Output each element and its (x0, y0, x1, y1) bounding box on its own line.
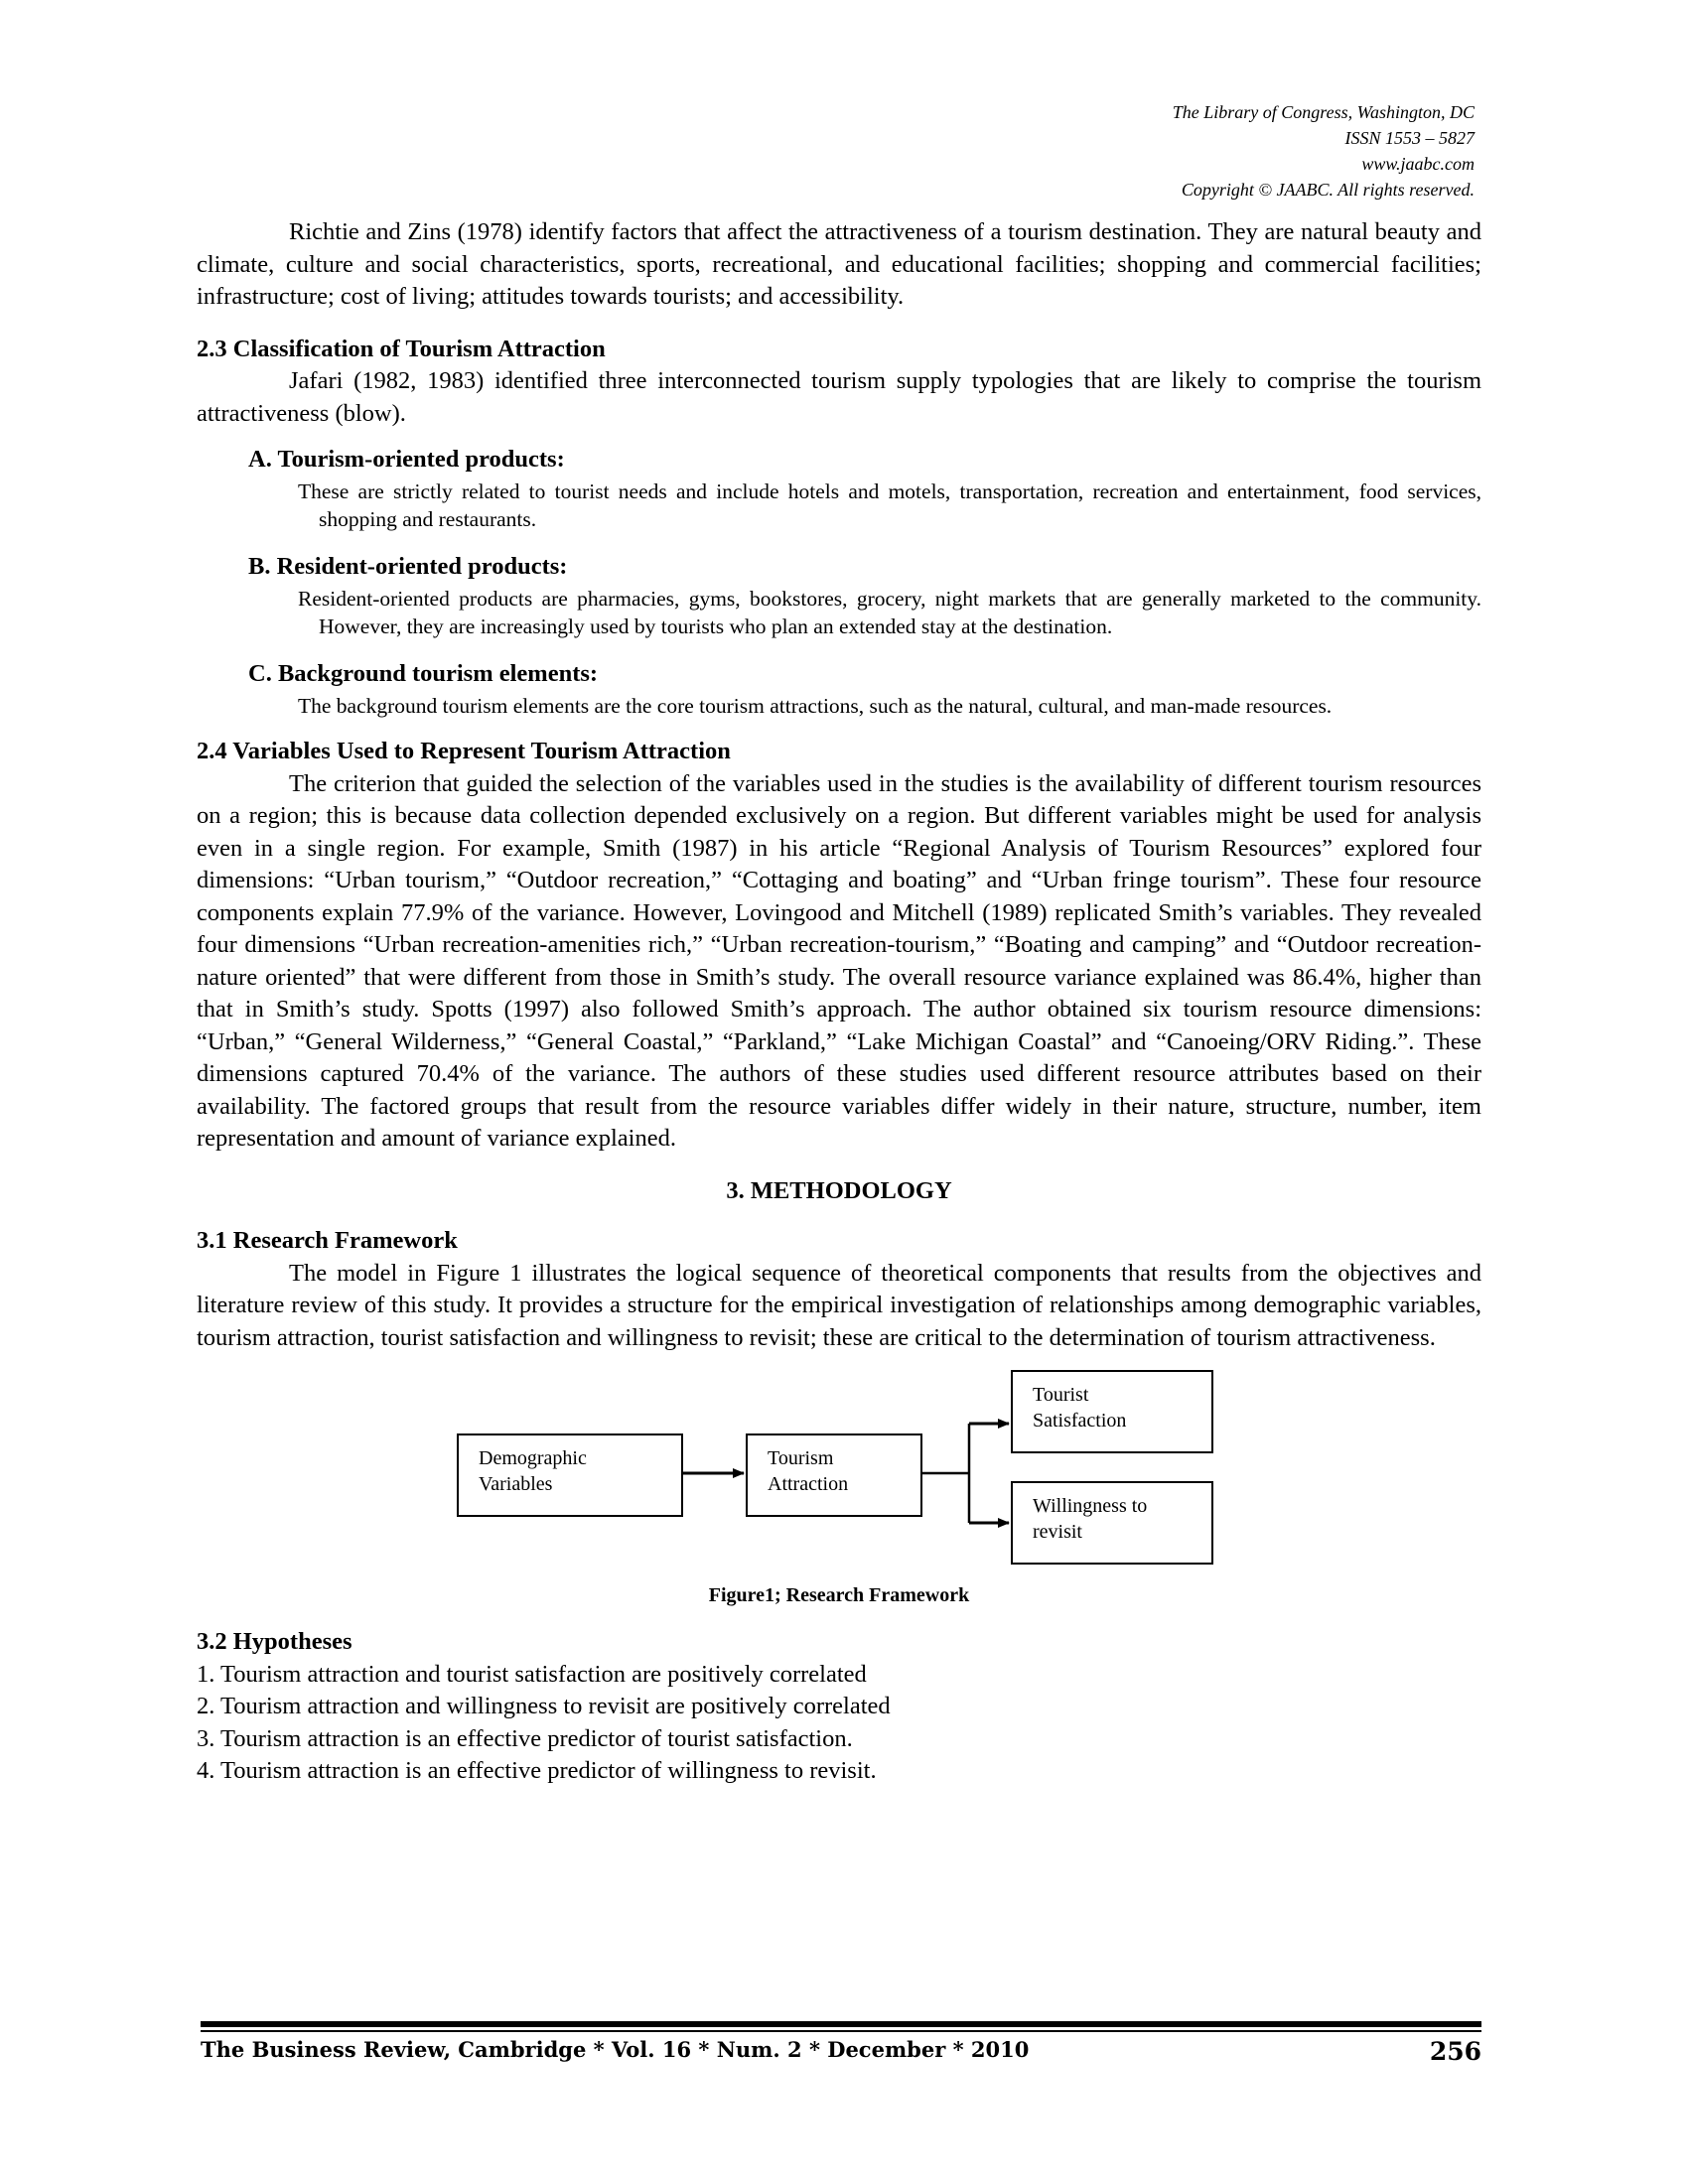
box-demographic-variables (457, 1433, 683, 1517)
footer-rule-thick (201, 2021, 1481, 2027)
box-willingness-to-revisit (1011, 1481, 1213, 1565)
header-line-2: ISSN 1553 – 5827 (1344, 128, 1475, 148)
footer-journal: The Business Review, Cambridge * Vol. 16 * Num. 2 * December * 2010 (201, 2037, 1030, 2062)
page-content (197, 216, 1481, 1788)
hypotheses-list (197, 1659, 1481, 1788)
box-demographic-line-2: Variables (479, 1473, 553, 1495)
section-3-heading: 3. METHODOLOGY (726, 1176, 952, 1204)
hypothesis-item: 2. Tourism attraction and willingness to revisit are positively correlated (197, 1693, 891, 1719)
footer-rule-thin (201, 2030, 1481, 2032)
typology-a-title: A. Tourism-oriented products: (248, 446, 565, 473)
typology-b-title: B. Resident-oriented products: (248, 553, 568, 580)
typology-a (248, 444, 1481, 533)
typology-a-text: These are strictly related to tourist needs and include hotels and motels, transportation, recreation and entertainment, food services, shopping and restaurants. (298, 479, 1481, 531)
page-number: 256 (1429, 2037, 1481, 2066)
header-line-3: www.jaabc.com (1361, 154, 1475, 174)
box-attraction-line-2: Attraction (768, 1473, 849, 1495)
box-tourism-attraction (746, 1433, 922, 1517)
typology-b-text: Resident-oriented products are pharmacies, gyms, bookstores, grocery, night markets that are generally marketed to the community. However, they are increasingly used by tourists who plan an extended stay at the destination. (298, 587, 1481, 638)
journal-header (1173, 99, 1475, 203)
box-satisfaction-line-2: Satisfaction (1033, 1410, 1127, 1432)
typology-c (248, 658, 1481, 720)
box-satisfaction-line-1: Tourist (1033, 1384, 1089, 1406)
section-3-2-heading: 3.2 Hypotheses (197, 1628, 352, 1655)
research-framework-figure (197, 1364, 1481, 1610)
section-2-3-paragraph: Jafari (1982, 1983) identified three interconnected tourism supply typologies that are likely to comprise the tourism attractiveness (blow). (197, 367, 1481, 427)
box-demographic-line-1: Demographic (479, 1447, 587, 1469)
section-3-1-paragraph: The model in Figure 1 illustrates the logical sequence of theoretical components that results from the objectives and literature review of this study. It provides a structure for the empirical investigation of relationships among demographic variables, tourism attraction, tourist satisfaction and willingness to revisit; these are critical to the determination of tourism attractiveness. (197, 1259, 1481, 1351)
section-3-1-heading: 3.1 Research Framework (197, 1227, 458, 1254)
figure-caption: Figure1; Research Framework (708, 1584, 970, 1606)
box-revisit-line-2: revisit (1033, 1521, 1082, 1543)
hypothesis-item: 4. Tourism attraction is an effective predictor of willingness to revisit. (197, 1757, 877, 1784)
header-line-1: The Library of Congress, Washington, DC (1172, 102, 1475, 122)
section-2-4-paragraph: The criterion that guided the selection of the variables used in the studies is the availability of different tourism resources on a region; this is because data collection depended exclusively on a region. But different variables might be used for analysis even in a single region. For example, Smith (1987) in his article “Regional Analysis of Tourism Resources” explored four dimensions: “Urban tourism,” “Outdoor recreation,” “Cottaging and boating” and “Urban fringe tourism”. These four resource components explain 77.9% of the variance. However, Lovingood and Mitchell (1989) replicated Smith’s variables. They revealed four dimensions “Urban recreation-amenities rich,” “Urban recreation-tourism,” “Boating and camping” and “Outdoor recreation-nature oriented” that were different from those in Smith’s study. The overall resource variance explained was 86.4%, higher than that in Smith’s study. Spotts (1997) also followed Smith’s approach. The author obtained six tourism resource dimensions: “Urban,” “General Wilderness,” “General Coastal,” “Parkland,” “Lake Michigan Coastal” and “Canoeing/ORV Riding.”. These dimensions captured 70.4% of the variance. The authors of these studies used different resource attributes based on their availability. The factored groups that result from the resource variables differ widely in their nature, structure, number, item representation and amount of variance explained. (197, 769, 1481, 1152)
typology-c-title: C. Background tourism elements: (248, 660, 599, 687)
intro-paragraph: Richtie and Zins (1978) identify factors that affect the attractiveness of a tourism destination. They are natural beauty and climate, culture and social characteristics, sports, recreational, and educational facilities; shopping and commercial facilities; infrastructure; cost of living; attitudes towards tourists; and accessibility. (197, 218, 1481, 310)
page-footer (201, 2037, 1481, 2071)
box-attraction-line-1: Tourism (768, 1447, 834, 1469)
section-2-3-heading: 2.3 Classification of Tourism Attraction (197, 335, 606, 362)
section-2-4-heading: 2.4 Variables Used to Represent Tourism Attraction (197, 738, 731, 764)
header-line-4: Copyright © JAABC. All rights reserved. (1181, 180, 1475, 200)
hypothesis-item: 3. Tourism attraction is an effective predictor of tourist satisfaction. (197, 1724, 853, 1752)
typology-c-text: The background tourism elements are the core tourism attractions, such as the natural, cultural, and man-made resources. (298, 694, 1333, 718)
hypothesis-item: 1. Tourism attraction and tourist satisfaction are positively correlated (197, 1660, 867, 1688)
box-tourist-satisfaction (1011, 1370, 1213, 1453)
typology-b (248, 551, 1481, 640)
box-revisit-line-1: Willingness to (1033, 1495, 1148, 1517)
